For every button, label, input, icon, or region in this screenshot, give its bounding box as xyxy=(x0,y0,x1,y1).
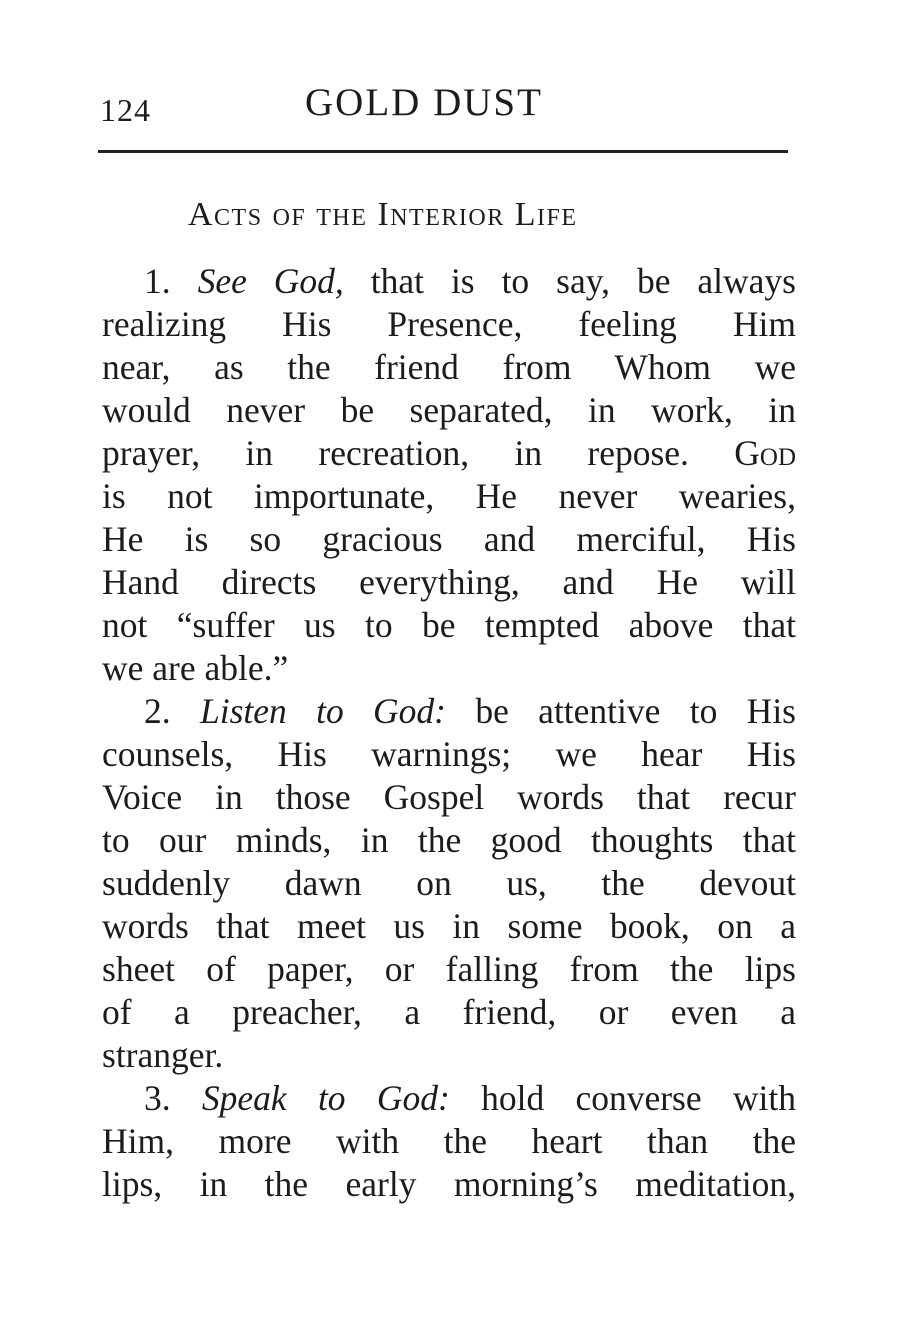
paragraph-lead: Listen to God: xyxy=(199,691,446,731)
text-line: realizing His Presence, feeling Him xyxy=(102,304,796,344)
text-line: near, as the friend from Whom we xyxy=(102,347,796,387)
text-run: that is to say, be always xyxy=(370,261,797,301)
text-line: Him, more with the heart than the xyxy=(102,1121,796,1161)
paragraph-number: 3. xyxy=(144,1078,171,1118)
text-run: hold converse with xyxy=(481,1078,797,1118)
text-line: suddenly dawn on us, the devout xyxy=(102,863,796,903)
page-number: 124 xyxy=(100,92,151,128)
running-head xyxy=(100,78,790,138)
paragraph-number: 1. xyxy=(144,261,171,301)
paragraph-lead: See God, xyxy=(197,261,344,301)
text-line: Voice in those Gospel words that recur xyxy=(102,777,796,817)
text-line: Hand directs everything, and He will xyxy=(102,562,796,602)
paragraph-1-line-1 xyxy=(102,260,796,303)
text-line: words that meet us in some book, on a xyxy=(102,906,796,946)
text-line: lips, in the early morning’s meditation, xyxy=(102,1164,796,1204)
text-line xyxy=(102,432,796,475)
text-line: counsels, His warnings; we hear His xyxy=(102,734,796,774)
text-line: He is so gracious and merciful, His xyxy=(102,519,796,559)
body-text xyxy=(102,260,796,1206)
paragraph-3-line-1 xyxy=(102,1077,796,1120)
text-line: sheet of paper, or falling from the lips xyxy=(102,949,796,989)
text-line: we are able.” xyxy=(102,648,289,688)
section-heading: Acts of the Interior Life xyxy=(188,196,578,233)
text-line: to our minds, in the good thoughts that xyxy=(102,820,796,860)
text-run: prayer, in recreation, in repose. xyxy=(102,433,689,473)
paragraph-lead: Speak to God: xyxy=(201,1078,450,1118)
text-line: of a preacher, a friend, or even a xyxy=(102,992,796,1032)
running-title: GOLD DUST xyxy=(305,81,543,124)
text-line: would never be separated, in work, in xyxy=(102,390,796,430)
text-line: stranger. xyxy=(102,1035,224,1075)
text-run: be attentive to His xyxy=(475,691,796,731)
paragraph-2-line-1 xyxy=(102,690,796,733)
text-line: not “suffer us to be tempted above that xyxy=(102,605,796,645)
header-rule xyxy=(98,150,788,153)
text-line: is not importunate, He never wearies, xyxy=(102,476,796,516)
paragraph-number: 2. xyxy=(144,691,171,731)
text-run-smallcaps: God xyxy=(734,433,796,473)
